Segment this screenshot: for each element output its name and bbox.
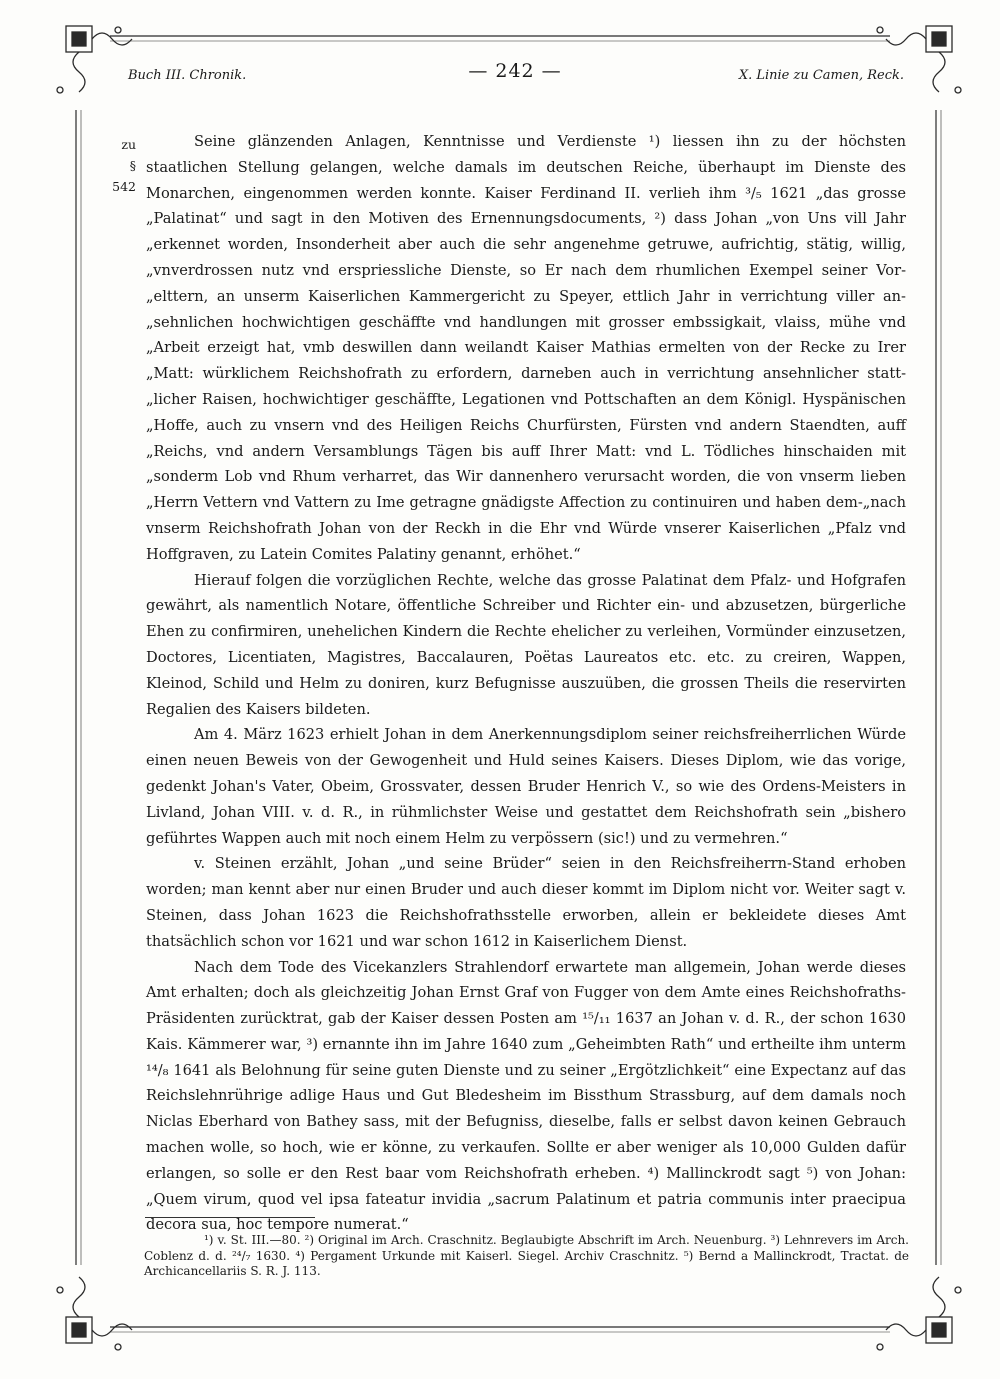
running-header (0, 60, 1000, 90)
corner-ornament-bottom-right (877, 1277, 961, 1350)
header-book-title: Buch III. Chronik. (128, 68, 247, 83)
margin-reference (102, 134, 136, 197)
body-text (146, 129, 906, 1238)
paragraph-5: Nach dem Tode des Vicekanzlers Strahlendorf erwartete man allgemein, Johan werde dieses Amt erhalten; doch als gleichzeitig Johan Ernst Graf von Fugger von dem Amte eines Reichshofraths-Präsidenten zurücktrat, gab der Kaiser dessen Posten am ¹⁵/₁₁ 1637 an Johan v. d. R., der schon 1630 Kais. Kämmerer war, ³) ernannte ihn im Jahre 1640 zum „Geheimbten Rath“ und ertheilte ihm unterm ¹⁴/₈ 1641 als Belohnung für seine guten Dienste und zu seiner „Ergötzlichkeit“ eine Expectanz auf das Reichslehnrührige adlige Haus und Gut Bledesheim im Bissthum Strassburg, auf dem damals noch Niclas Eberhard von Bathey sass, mit der Befugniss, dieselbe, falls er selbst davon keinen Gebrauch machen wolle, so hoch, wie er könne, zu verkaufen. Sollte er aber weniger als 10,000 Gulden dafür erlangen, so solle er den Rest baar vom Reichshofrath erheben. ⁴) Mallinckrodt sagt ⁵) von Johan: „Quem virum, quod vel ipsa fateatur invidia „sacrum Palatinum et patria communis inter praecipua decora sua, hoc tempore numerat.“ (146, 958, 906, 1234)
header-section-title: X. Linie zu Camen, Reck. (738, 68, 904, 83)
footnote-separator (145, 1217, 315, 1218)
paragraph-2: Hierauf folgen die vorzüglichen Rechte, welche das grosse Palatinat dem Pfalz- und Hofgrafen gewährt, als namentlich Notare, öffentliche Schreiber und Richter ein- und abzusetzen, bürgerliche Ehen zu confirmiren, unehelichen Kindern die Rechte ehelicher zu verleihen, Vormünder einzusetzen, Doctores, Licentiaten, Magistres, Baccalauren, Poëtas Laureatos etc. etc. zu creiren, Wappen, Kleinod, Schild und Helm zu doniren, kurz Befugnisse auszuüben, die grossen Theils die reservirten Regalien des Kaisers bildeten. (146, 571, 906, 718)
margin-reference-prefix: zu (121, 137, 136, 152)
page-number: — 242 — (468, 60, 562, 82)
footnote-text: ¹) v. St. III.—80. ²) Original im Arch. Craschnitz. Beglaubigte Abschrift im Arch. Neuenburg. ³) Lehnrevers im Arch. Coblenz d. d. ²⁴/₇ 1630. ⁴) Pergament Urkunde mit Kaiserl. Siegel. Archiv Craschnitz. ⁵) Bernd a Mallinckrodt, Tractat. de Archicancellariis S. R. J. 113. (144, 1233, 909, 1278)
corner-ornament-bottom-left (57, 1277, 132, 1350)
paragraph-1: Seine glänzenden Anlagen, Kenntnisse und Verdienste ¹) liessen ihn zu der höchsten staatlichen Stellung gelangen, welche damals im deutschen Reiche, überhaupt im Dienste des Monarchen, eingenommen werden konnte. Kaiser Ferdinand II. verlieh ihm ³/₅ 1621 „das grosse „Palatinat“ und sagt in den Motiven des Ernennungsdocuments, ²) dass Johan „von Uns vill Jahr „erkennet worden, Insonderheit aber auch die sehr angenehme getruwe, aufrichtig, stätig, willig, „vnverdrossen nutz vnd erspriessliche Dienste, so Er nach dem rhumlichen Exempel seiner Vor-„elttern, an unserm Kaiserlichen Kammergericht zu Speyer, ettlich Jahr in verrichtung viller an-„sehnlichen hochwichtigen geschäffte vnd handlungen mit grosser embssigkait, vlaiss, mühe vnd „Arbeit erzeigt hat, vmb deswillen dann weilandt Kaiser Mathias ermelten von der Recke zu Irer „Matt: würklichem Reichshofrath zu erfordern, darneben auch in verrichtung ansehnlicher statt-„licher Raisen, hochwichtiger geschäffte, Legationen vnd Pottschaften an dem Königl. Hyspänischen „Hoffe, auch zu vnsern vnd des Heiligen Reichs Churfürsten, Fürsten vnd andern Staendten, auff „Reichs, vnd andern Versamblungs Tägen bis auff Ihrer Matt: vnd L. Tödliches hinschaiden mit „sonderm Lob vnd Rhum verharret, das Wir dannenhero verursacht worden, die von vnserm lieben „Herrn Vettern vnd Vattern zu Ime getragne gnädigste Affection zu continuiren und haben dem-„nach vnserm Reichshofrath Johan von der Reckh in die Ehr vnd Würde vnserer Kaiserlichen „Pfalz vnd Hoffgraven, zu Latein Comites Palatiny genannt, erhöhet.“ (146, 133, 906, 563)
paragraph-4: v. Steinen erzählt, Johan „und seine Brüder“ seien in den Reichsfreiherrn-Stand erhoben worden; man kennt aber nur einen Bruder und auch dieser kommt im Diplom nicht vor. Weiter sagt v. Steinen, dass Johan 1623 die Reichshofrathsstelle erworben, allein er bekleidete dieses Amt thatsächlich schon vor 1621 und war schon 1612 in Kaiserlichem Dienst. (146, 855, 906, 950)
footnotes (144, 1233, 909, 1280)
margin-reference-section: § 542 (112, 158, 136, 194)
paragraph-3: Am 4. März 1623 erhielt Johan in dem Anerkennungsdiplom seiner reichsfreiherrlichen Würde einen neuen Beweis von der Gewogenheit und Huld seines Kaisers. Dieses Diplom, wie das vorige, gedenkt Johan's Vater, Obeim, Grossvater, dessen Bruder Henrich V., so wie des Ordens-Meisters in Livland, Johan VIII. v. d. R., in rühmlichster Weise und gestattet dem Reichshofrath sein „bishero geführtes Wappen auch mit noch einem Helm zu verpössern (sic!) und zu vermehren.“ (146, 726, 906, 847)
